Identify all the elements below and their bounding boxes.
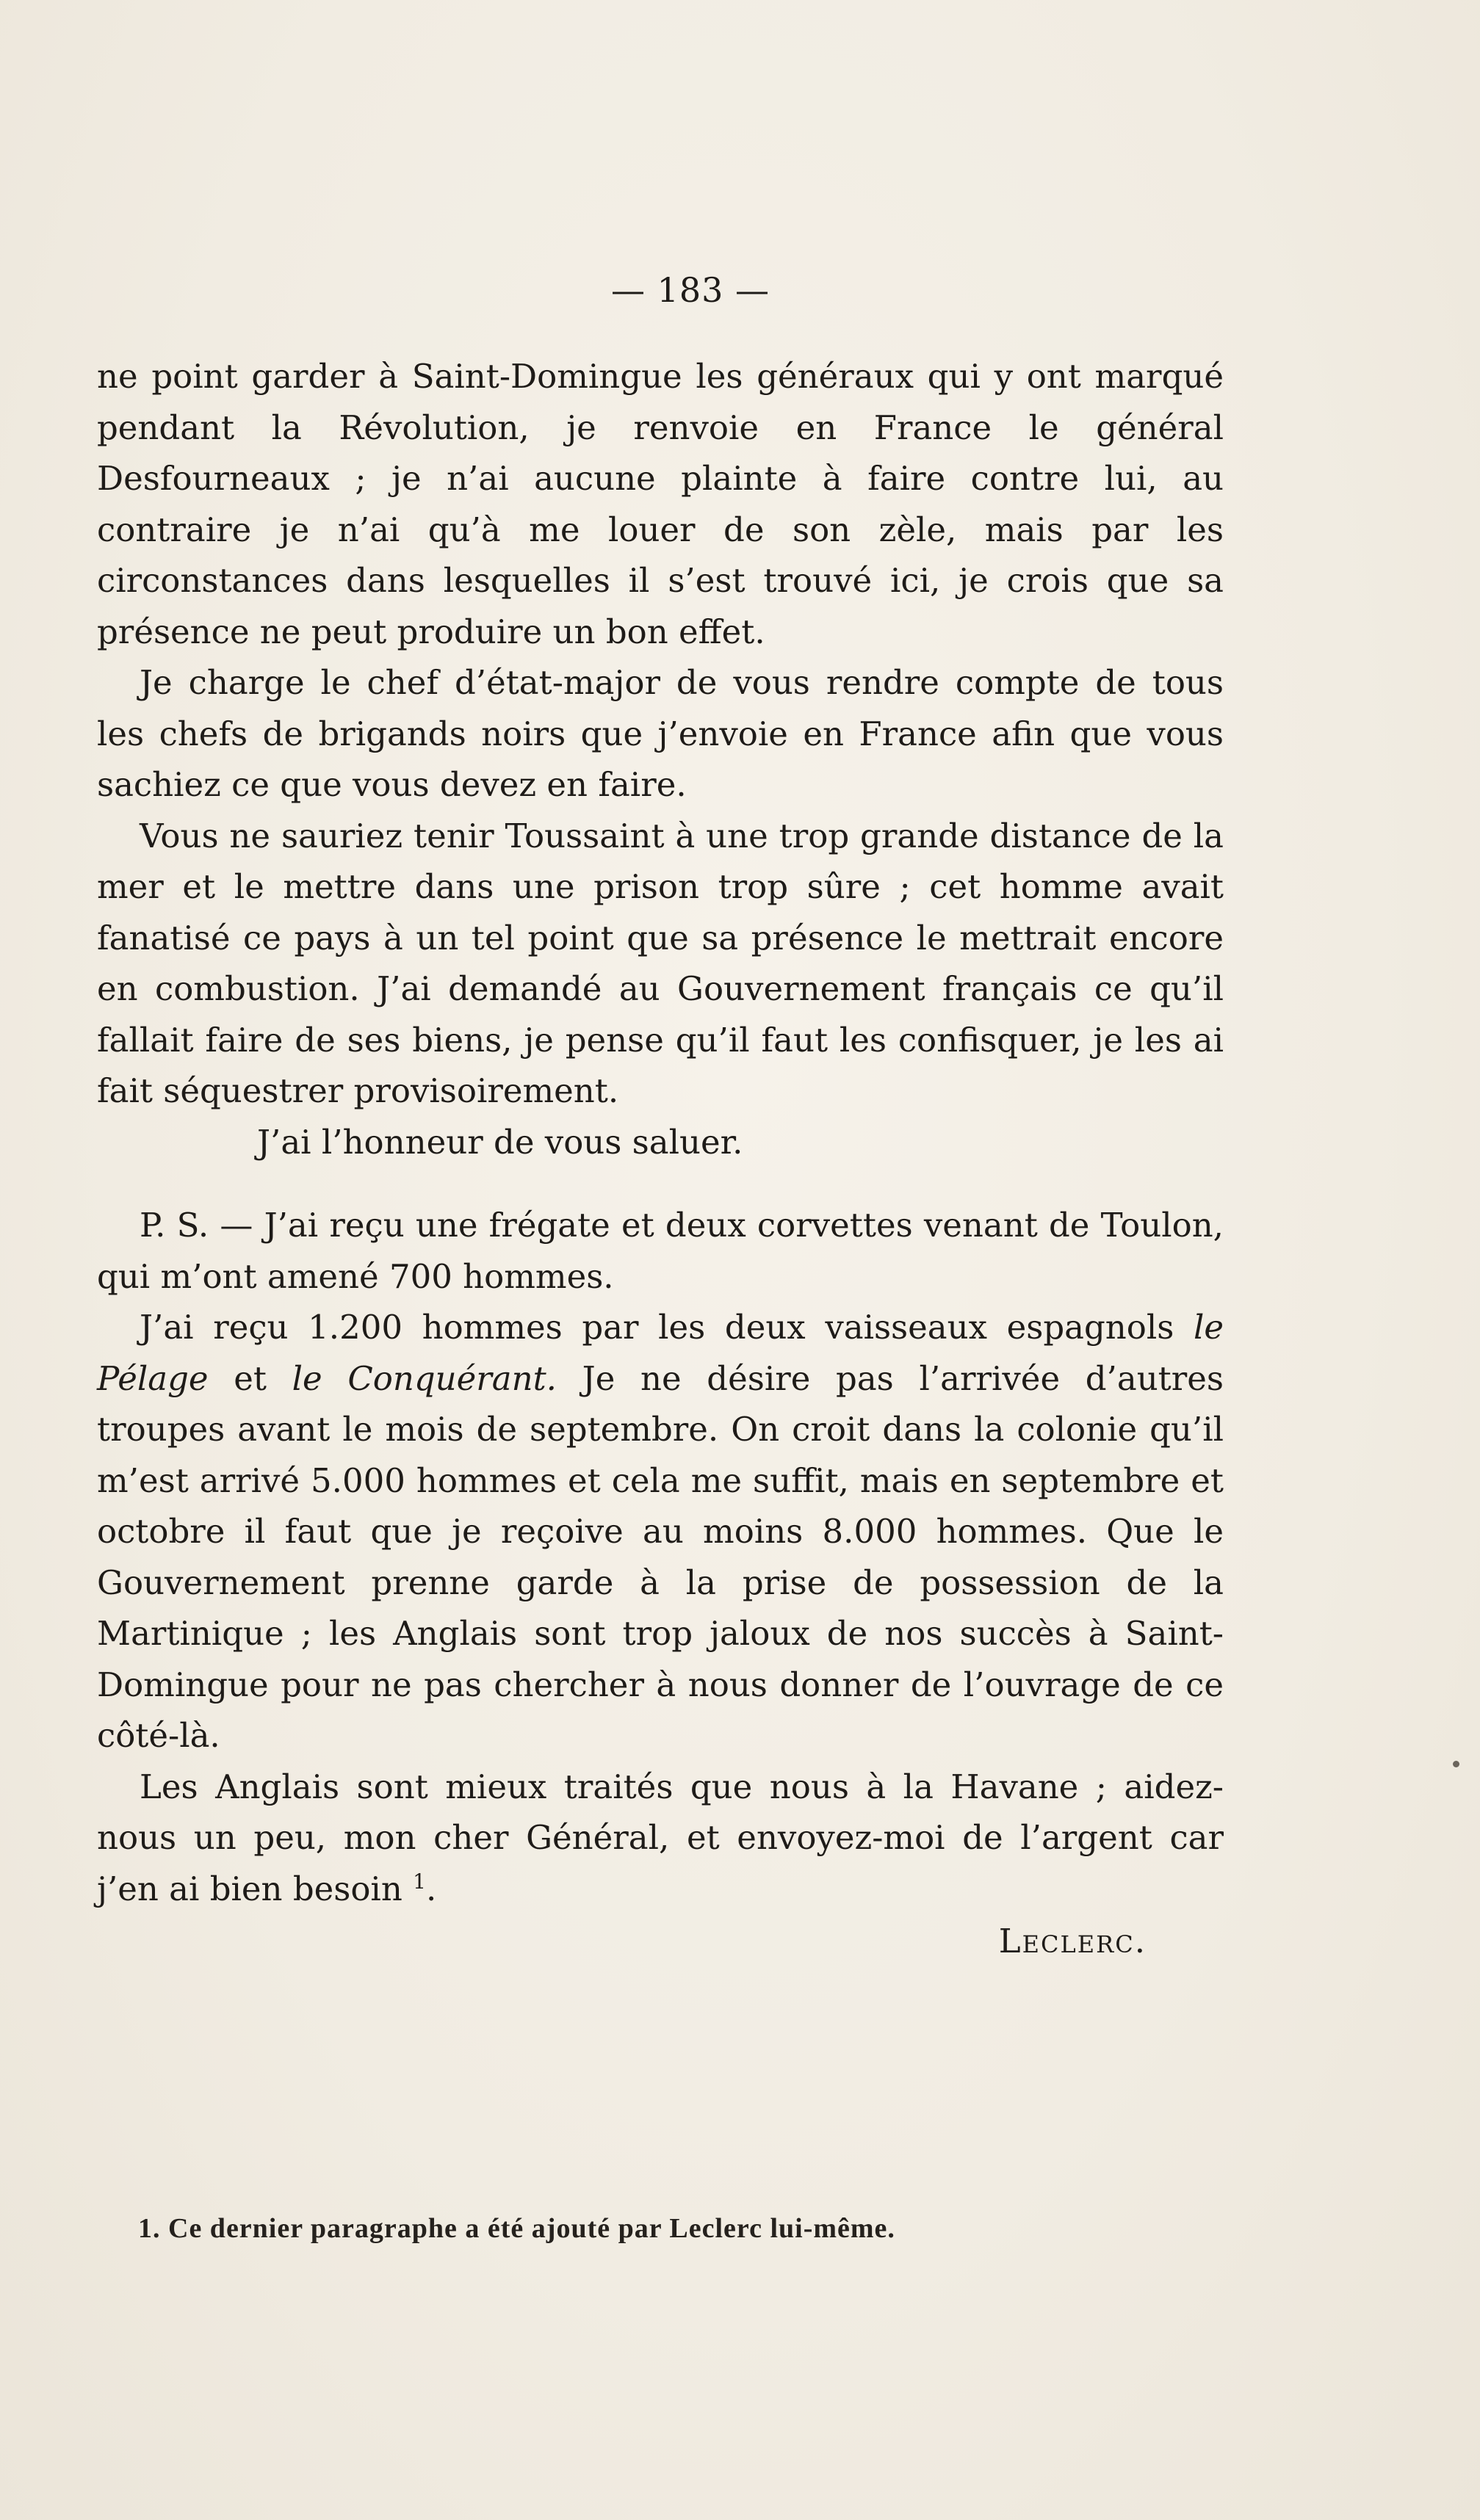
troops-text-start: J’ai reçu 1.200 hommes par les deux vaisseaux espagnols [140, 1308, 1174, 1347]
postscript: P. S. — J’ai reçu une frégate et deux corvettes venant de Toulon, qui m’ont amené 700 hommes. [97, 1206, 1224, 1296]
body-text [97, 351, 1224, 1967]
troops-text-rest: Je ne désire pas l’arrivée d’autres troupes avant le mois de septembre. On croit dans la colonie qu’il m’est arrivé 5.000 hommes et cela me suffit, mais en septembre et octobre il faut que je reçoive au moins 8.000 hommes. Que le Gouvernement prenne garde à la prise de possession de la Martinique ; les Anglais sont trop jaloux de nos succès à Saint-Domingue pour ne pas chercher à nous donner de l’ouvrage de ce côté-là. [97, 1358, 1224, 1755]
troops-text-and: et [208, 1358, 292, 1398]
ship-name-conquerant: le Conquérant. [292, 1358, 557, 1398]
havana-text-end: . [425, 1869, 437, 1908]
paragraph-chief-of-staff: Je charge le chef d’état-major de vous rendre compte de tous les chefs de brigands noirs que j’envoie en France afin que vous sachiez ce que vous devez en faire. [97, 663, 1224, 804]
paragraph-troops [97, 1302, 1224, 1762]
footnote-reference: 1 [413, 1869, 426, 1894]
signature: Leclerc. [998, 1922, 1147, 1960]
ship-name-pelage: le Pélage [97, 1308, 1224, 1398]
havana-text: Les Anglais sont mieux traités que nous à la Havane ; aidez-nous un peu, mon cher Général, et envoyez-moi de l’argent car j’en ai bien besoin [97, 1767, 1224, 1908]
closing-salutation: J’ai l’honneur de vous saluer. [257, 1122, 743, 1162]
footnote: 1. Ce dernier paragraphe a été ajouté par Leclerc lui-même. [138, 2213, 895, 2244]
page-number: — 183 — [610, 270, 770, 310]
paper-speck [1453, 1761, 1459, 1767]
paragraph-havana [97, 1762, 1224, 1915]
paragraph-toussaint: Vous ne sauriez tenir Toussaint à une trop grande distance de la mer et le mettre dans une prison trop sûre ; cet homme avait fanatisé ce pays à un tel point que sa présence le mettrait encore en combustion. J’ai demandé au Gouvernement français ce qu’il fallait faire de ses biens, je pense qu’il faut les confisquer, je les ai fait séquestrer provisoirement. [97, 816, 1224, 1110]
paragraph-continued: ne point garder à Saint-Domingue les généraux qui y ont marqué pendant la Révolution, je renvoie en France le général Desfourneaux ; je n’ai aucune plainte à faire contre lui, au contraire je n’ai qu’à me louer de son zèle, mais par les circonstances dans lesquelles il s’est trouvé ici, je crois que sa présence ne peut produire un bon effet. [97, 357, 1224, 651]
